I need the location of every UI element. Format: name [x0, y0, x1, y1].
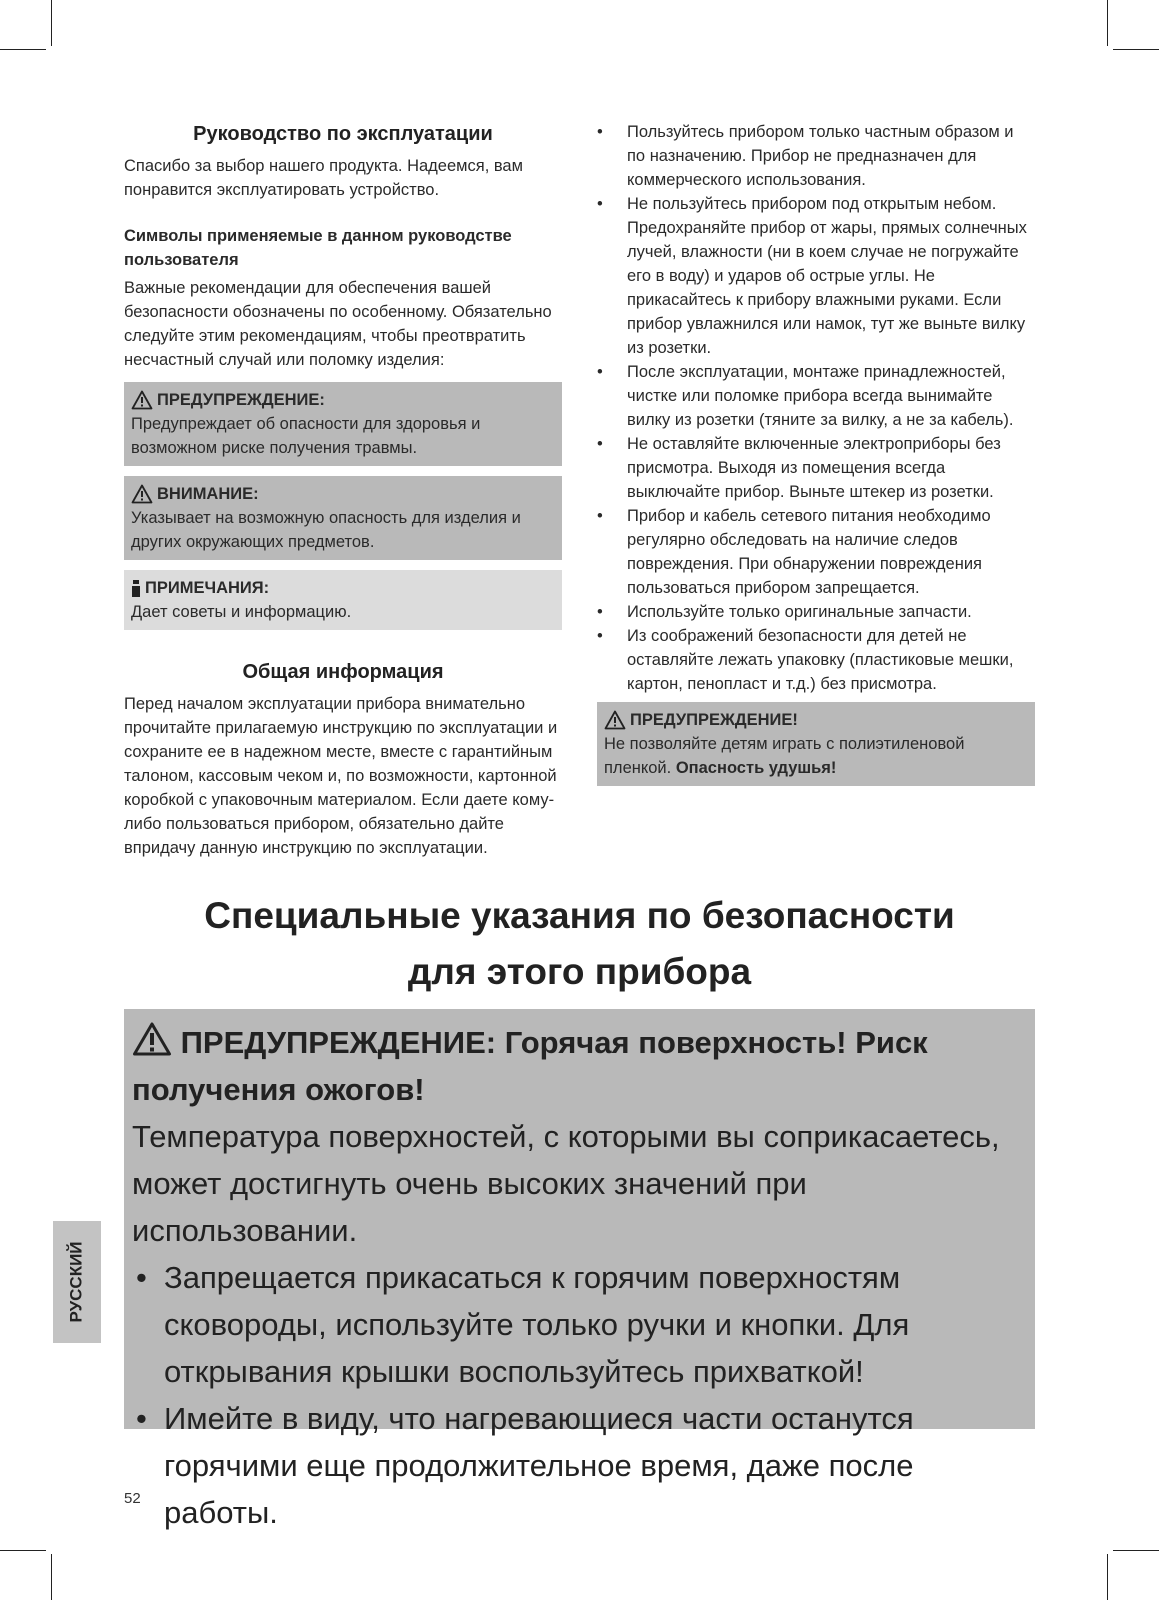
language-label: РУССКИЙ	[67, 1241, 86, 1323]
hot-surface-list	[132, 1254, 1027, 1536]
warning-label: ПРЕДУПРЕЖДЕНИЕ:	[157, 391, 325, 409]
left-column	[124, 120, 562, 860]
bullet: •	[597, 507, 603, 525]
general-text: Перед началом эксплуатации прибора внимательно прочитайте прилагаемую инструкцию по эксплуатации и сохраните ее в надежном месте, вместе с гарантийным талоном, кассовым чеком и, по возможности, картонной коробкой с упаковочным материалом. Если даете кому-либо пользоваться прибором, обязательно дайте впридачу данную инструкцию по эксплуатации.	[124, 695, 558, 857]
warning-triangle-icon	[131, 390, 153, 410]
notes-box	[124, 570, 562, 630]
intro-text: Спасибо за выбор нашего продукта. Надеемся, вам понравится эксплуатировать устройство.	[124, 157, 523, 199]
bullet: •	[597, 627, 603, 645]
crop-mark	[0, 49, 46, 50]
notes-head	[131, 576, 555, 600]
language-tab	[53, 1221, 101, 1343]
caution-text: Указывает на возможную опасность для изделия и других окружающих предметов.	[131, 509, 521, 551]
children-warning-box	[597, 702, 1035, 786]
hot-surface-head: ПРЕДУПРЕЖДЕНИЕ: Горячая поверхность! Риск получения ожогов!	[132, 1019, 1027, 1113]
crop-mark	[0, 1550, 46, 1551]
notes-label: ПРИМЕЧАНИЯ:	[145, 579, 270, 597]
warning-triangle-icon	[131, 484, 153, 504]
children-warning-text: Не позволяйте детям играть с полиэтиленовой пленкой. Опасность удушья!	[604, 735, 965, 777]
list-item: • Не оставляйте включенные электроприборы без присмотра. Выходя из помещения всегда выключайте прибор. Выньте штекер из розетки.	[597, 432, 1035, 504]
right-column	[597, 120, 1035, 786]
bullet: •	[597, 123, 603, 141]
bullet: •	[597, 435, 603, 453]
warning-box	[124, 382, 562, 466]
safety-list	[597, 120, 1035, 696]
bullet: •	[597, 195, 603, 213]
crop-mark	[1113, 49, 1159, 50]
general-title: Общая информация	[242, 661, 444, 683]
list-item: • Имейте в виду, что нагревающиеся части останутся горячими еще продолжительное время, даже после работы.	[132, 1395, 1027, 1536]
special-safety-title: Специальные указания по безопасности для этого прибора	[204, 895, 955, 992]
list-item: • Из соображений безопасности для детей не оставляйте лежать упаковку (пластиковые мешки, картон, пенопласт и т.д.) без присмотра.	[597, 624, 1035, 696]
crop-mark	[51, 0, 52, 46]
info-icon	[131, 578, 141, 598]
crop-mark	[1107, 0, 1108, 46]
warning-text: Предупреждает об опасности для здоровья и возможном риске получения травмы.	[131, 415, 481, 457]
warning-head	[131, 388, 555, 412]
bullet: •	[136, 1260, 147, 1295]
crop-mark	[1113, 1550, 1159, 1551]
children-warning-head	[604, 708, 1028, 732]
list-item: • Прибор и кабель сетевого питания необходимо регулярно обследовать на наличие следов повреждения. При обнаружении повреждения пользоваться прибором запрещается.	[597, 504, 1035, 600]
symbols-text: Важные рекомендации для обеспечения вашей безопасности обозначены по особенному. Обязательно следуйте этим рекомендациям, чтобы преотвратить несчастный случай или поломку изделия:	[124, 279, 552, 369]
warning-triangle-icon	[604, 710, 626, 730]
list-item: • Пользуйтесь прибором только частным образом и по назначению. Прибор не предназначен для коммерческого использования.	[597, 120, 1035, 192]
list-item: • Не пользуйтесь прибором под открытым небом. Предохраняйте прибор от жары, прямых солнечных лучей, влажности (ни в коем случае не погружайте его в воду) и ударов об острые углы. Не прикасайтесь к прибору влажными руками. Если прибор увлажнился или намок, тут же выньте вилку из розетки.	[597, 192, 1035, 360]
caution-head	[131, 482, 555, 506]
symbols-title: Символы применяемые в данном руководстве пользователя	[124, 227, 512, 269]
bullet: •	[597, 363, 603, 381]
list-item: • Используйте только оригинальные запчасти.	[597, 600, 1035, 624]
bullet: •	[136, 1401, 147, 1436]
warning-triangle-icon	[132, 1021, 172, 1057]
caution-label: ВНИМАНИЕ:	[157, 485, 259, 503]
list-item: • Запрещается прикасаться к горячим поверхностям сковороды, используйте только ручки и кнопки. Для открывания крышки воспользуйтесь прихваткой!	[132, 1254, 1027, 1395]
hot-surface-text: Температура поверхностей, с которыми вы соприкасаетесь, может достигнуть очень высоких значений при использовании.	[132, 1119, 1000, 1248]
bullet: •	[597, 603, 603, 621]
caution-box	[124, 476, 562, 560]
list-item: • После эксплуатации, монтаже принадлежностей, чистке или поломке прибора всегда вынимайте вилку из розетки (тяните за вилку, а не за кабель).	[597, 360, 1035, 432]
crop-mark	[1107, 1554, 1108, 1600]
suffocation-danger: Опасность удушья!	[675, 759, 837, 777]
children-warning-label: ПРЕДУПРЕЖДЕНИЕ!	[630, 711, 798, 729]
page-number: 52	[124, 1490, 141, 1507]
crop-mark	[51, 1554, 52, 1600]
notes-text: Дает советы и информацию.	[131, 603, 352, 621]
manual-title: Руководство по эксплуатации	[193, 123, 493, 145]
